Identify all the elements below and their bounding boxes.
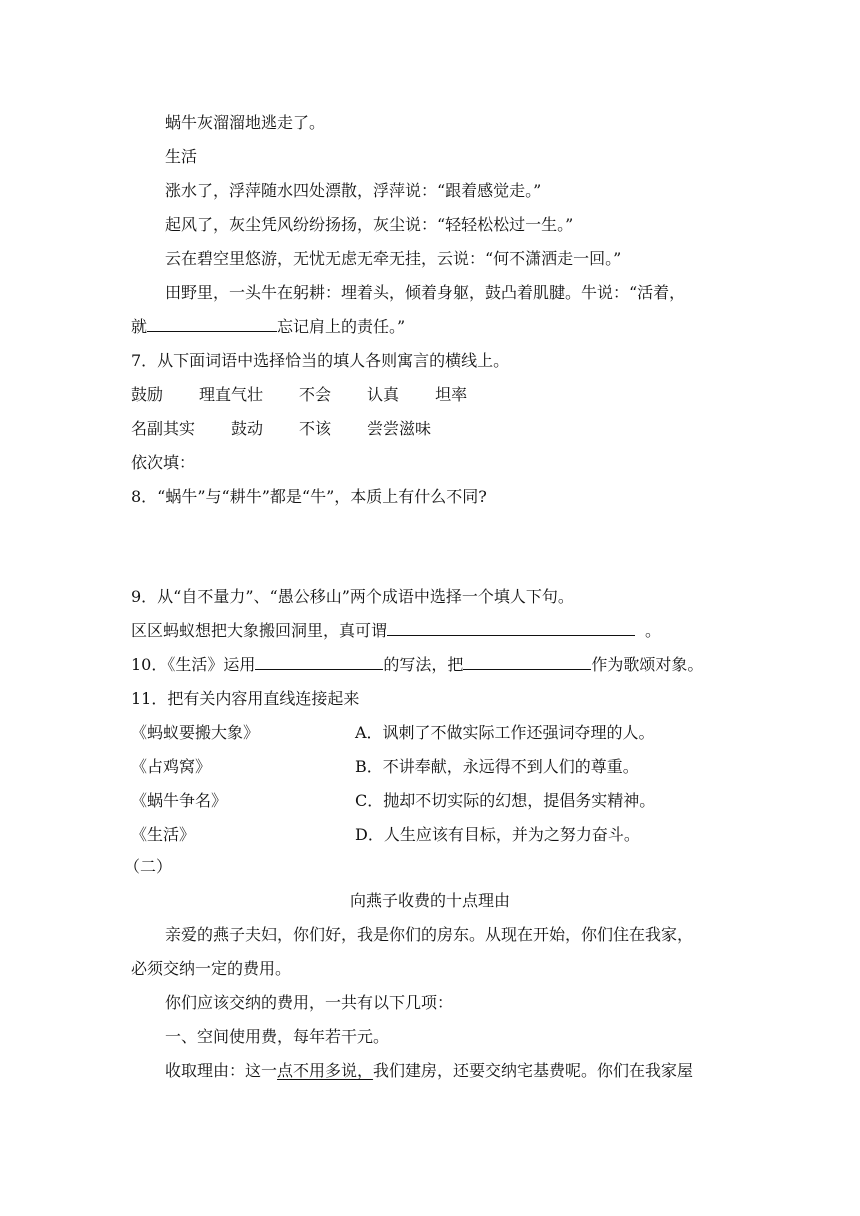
poem-line-4-continued (131, 316, 405, 338)
q9-fill-blank[interactable] (387, 621, 635, 636)
article-paragraph-1-continued: 必须交纳一定的费用。 (131, 959, 292, 978)
q10-part-3: 作为歌颂对象。 (591, 655, 704, 674)
section-label: （二） (124, 857, 173, 876)
paragraph-4-before: 收取理由：这一 (165, 1061, 278, 1080)
q7-fill-label: 依次填： (131, 453, 196, 472)
q11-right-d: D．人生应该有目标，并为之努力奋斗。 (355, 825, 640, 844)
q11-left-2: 《占鸡窝》 (131, 757, 212, 776)
q9-sentence-after: 。 (645, 621, 662, 640)
q7-word: 尝尝滋味 (367, 419, 432, 438)
q10-fill-blank-1[interactable] (255, 655, 383, 670)
story-ending-line: 蜗牛灰溜溜地逃走了。 (165, 113, 326, 132)
poem-line-4: 田野里，一头牛在躬耕：埋着头，倾着身躯，鼓凸着肌腱。牛说：“活着， (165, 283, 686, 302)
q11-right-a: A．讽刺了不做实际工作还强词夺理的人。 (355, 723, 655, 742)
article-paragraph-3: 一、空间使用费，每年若干元。 (165, 1027, 390, 1046)
q7-word: 不会 (299, 385, 332, 404)
q11-left-1: 《蚂蚁要搬大象》 (131, 723, 260, 742)
q9-sentence-before: 区区蚂蚁想把大象搬回洞里，真可谓 (131, 621, 388, 640)
poem-line-2: 起风了，灰尘凭风纷纷扬扬，灰尘说：“轻轻松松过一生。” (165, 215, 574, 234)
article-paragraph-1: 亲爱的燕子夫妇，你们好，我是你们的房东。从现在开始，你们住在我家， (165, 925, 694, 944)
q8-prompt: 8．“蜗牛”与“耕牛”都是“牛”，本质上有什么不同? (131, 487, 487, 506)
q7-word-row-2 (131, 418, 431, 440)
article-title: 向燕子收费的十点理由 (349, 891, 510, 910)
q7-word: 鼓动 (231, 419, 264, 438)
q11-prompt: 11．把有关内容用直线连接起来 (131, 689, 360, 708)
paragraph-4-after: 我们建房，还要交纳宅基费呢。你们在我家屋 (373, 1061, 694, 1080)
poem-fill-blank[interactable] (147, 317, 277, 332)
q11-right-c: C．抛却不切实际的幻想，提倡务实精神。 (355, 791, 656, 810)
article-paragraph-2: 你们应该交纳的费用，一共有以下几项： (165, 993, 454, 1012)
poem-line-3: 云在碧空里悠游，无忧无虑无牵无挂，云说：“何不潇洒走一回。” (165, 249, 622, 268)
q11-right-b: B．不讲奉献，永远得不到人们的尊重。 (355, 757, 639, 776)
q9-sentence (131, 620, 661, 642)
q11-left-3: 《蜗牛争名》 (131, 791, 228, 810)
q7-word: 理直气壮 (199, 385, 264, 404)
q7-word: 不该 (299, 419, 332, 438)
q7-prompt: 7．从下面词语中选择恰当的填人各则寓言的横线上。 (131, 351, 510, 370)
q10-fill-blank-2[interactable] (463, 655, 591, 670)
q7-word: 鼓励 (131, 385, 164, 404)
q10-part-2: 的写法，把 (383, 655, 464, 674)
q9-prompt: 9．从“自不量力”、“愚公移山”两个成语中选择一个填人下句。 (131, 587, 574, 606)
underlined-phrase: 点不用多说， (277, 1061, 374, 1080)
poem-line-4-after-blank: 忘记肩上的责任。” (277, 317, 406, 336)
poem-line-4-before-blank: 就 (131, 317, 148, 336)
poem-line-1: 涨水了，浮萍随水四处漂散，浮萍说：“跟着感觉走。” (165, 181, 542, 200)
q10-line (131, 654, 703, 676)
q7-word: 名副其实 (131, 419, 196, 438)
q7-word: 坦率 (435, 385, 468, 404)
poem-title: 生活 (165, 147, 198, 166)
q7-word: 认真 (367, 385, 400, 404)
article-paragraph-4 (165, 1060, 693, 1082)
q7-word-row-1 (131, 384, 467, 406)
q10-part-1: 10．《生活》运用 (131, 655, 256, 674)
q11-left-4: 《生活》 (131, 825, 196, 844)
